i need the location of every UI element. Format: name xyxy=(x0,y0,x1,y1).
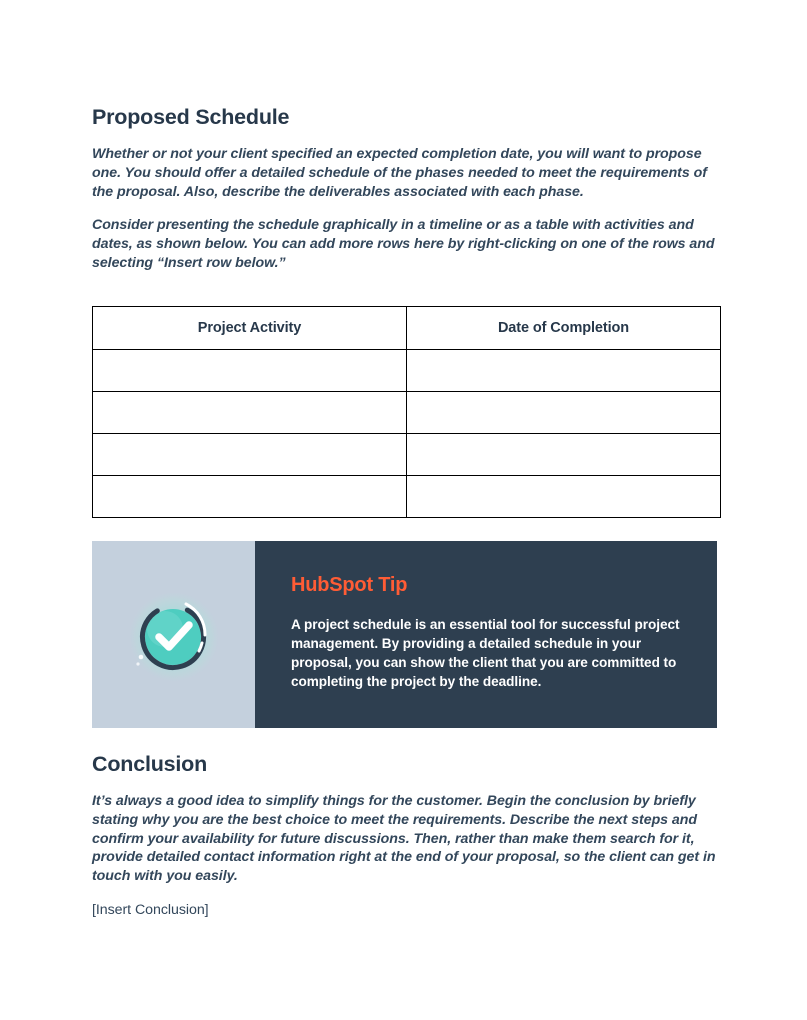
tip-title: HubSpot Tip xyxy=(291,574,408,596)
check-circle-icon xyxy=(124,585,224,685)
schedule-table-body xyxy=(93,350,721,518)
table-row[interactable] xyxy=(93,476,721,518)
conclusion-instruction-paragraph: It’s always a good idea to simplify things for the customer. Begin the conclusion by briefly stating why you are the best choice to meet the requirements. Describe the next steps and confirm your availability for future discussions. Then, rather than make them search for it, provide detailed contact information right at the end of your proposal, so the client can get in touch with you easily. xyxy=(92,792,716,885)
table-row[interactable] xyxy=(93,434,721,476)
proposed-schedule-section xyxy=(92,105,718,273)
column-header-date-of-completion: Date of Completion xyxy=(407,307,721,350)
tip-icon-panel xyxy=(92,541,255,728)
cell-project-activity[interactable] xyxy=(93,350,407,392)
cell-date-of-completion[interactable] xyxy=(407,392,721,434)
cell-date-of-completion[interactable] xyxy=(407,476,721,518)
schedule-instruction-paragraph-2: Consider presenting the schedule graphically in a timeline or as a table with activities and dates, as shown below. You can add more rows here by right-clicking on one of the rows and selecting “Insert row below.” xyxy=(92,217,715,272)
table-row[interactable] xyxy=(93,392,721,434)
page-title-conclusion: Conclusion xyxy=(92,752,208,776)
page-title-proposed-schedule: Proposed Schedule xyxy=(92,105,290,129)
table-header-row xyxy=(93,307,721,350)
schedule-table[interactable] xyxy=(92,306,721,518)
tip-body-panel xyxy=(255,541,717,728)
column-header-project-activity: Project Activity xyxy=(93,307,407,350)
cell-project-activity[interactable] xyxy=(93,434,407,476)
schedule-table-header xyxy=(93,307,721,350)
cell-project-activity[interactable] xyxy=(93,476,407,518)
schedule-instruction-paragraph-1: Whether or not your client specified an expected completion date, you will want to propose one. You should offer a detailed schedule of the phases needed to meet the requirements of the proposal. Also, describe the deliverables associated with each phase. xyxy=(92,145,707,200)
cell-project-activity[interactable] xyxy=(93,392,407,434)
cell-date-of-completion[interactable] xyxy=(407,350,721,392)
conclusion-section xyxy=(92,752,718,920)
tip-text: A project schedule is an essential tool for successful project management. By providing a detailed schedule in your proposal, you can show the client that you are committed to completing the project by the deadline. xyxy=(291,617,680,689)
table-row[interactable] xyxy=(93,350,721,392)
conclusion-placeholder-text[interactable]: [Insert Conclusion] xyxy=(92,902,209,919)
hubspot-tip-callout xyxy=(92,541,717,728)
cell-date-of-completion[interactable] xyxy=(407,434,721,476)
